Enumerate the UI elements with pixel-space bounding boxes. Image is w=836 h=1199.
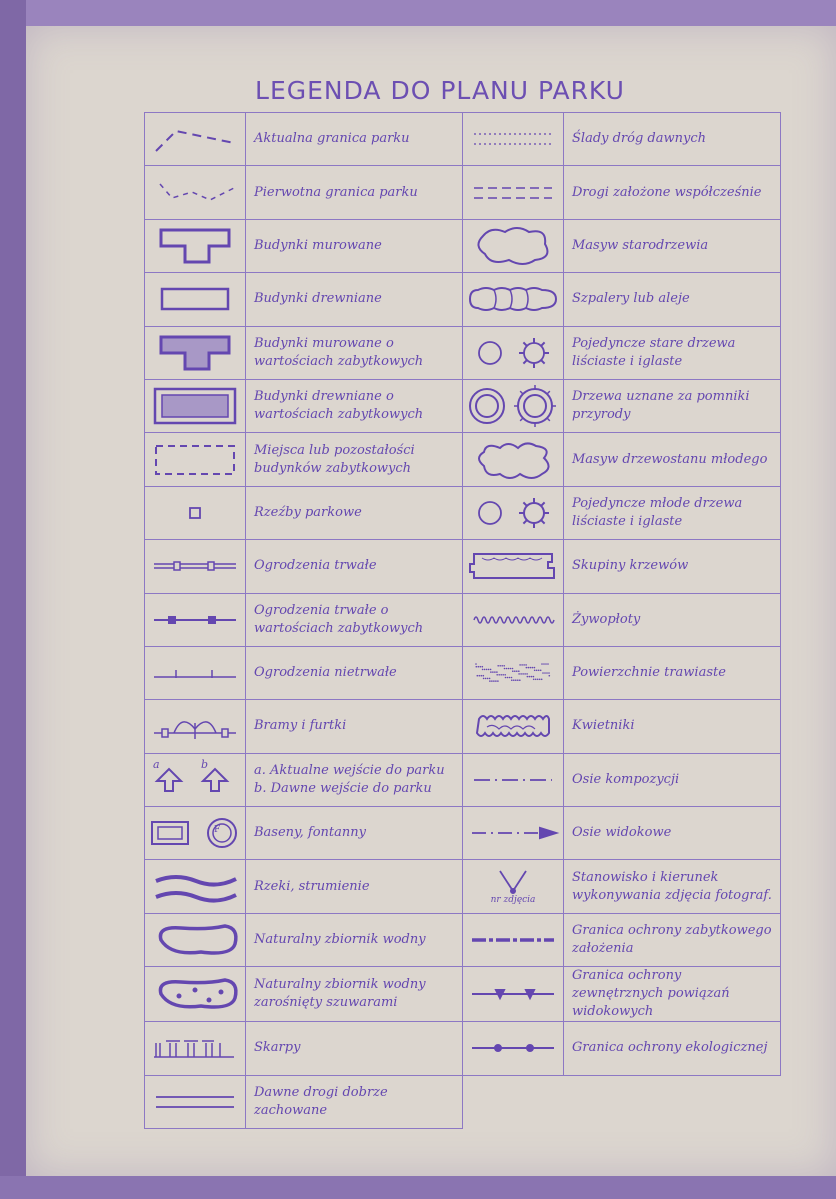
eco-protection-icon (463, 1022, 564, 1075)
legend-label-line: Dawne drogi dobrze zachowane (254, 1084, 388, 1118)
legend-label-text: Masyw drzewostanu młodego (572, 451, 768, 467)
legend-label (564, 700, 781, 753)
paper-edge-bottom (0, 1176, 836, 1199)
legend-label-text: Stanowisko i kierunek wykonywania zdjęcia fotograf. (572, 869, 772, 903)
legend-label (246, 166, 463, 219)
legend-label-line: Budynki drewniane (254, 291, 382, 307)
legend-label-line: Ogrodzenia trwałe (254, 558, 377, 574)
view-protection-icon (463, 967, 564, 1022)
legend-row (145, 433, 781, 486)
pond-icon (145, 913, 246, 966)
river-icon (145, 860, 246, 913)
entrance-arrows-icon (145, 753, 246, 806)
pool-fountain-icon (145, 807, 246, 860)
legend-label (246, 913, 463, 966)
legend-label-line: Budynki drewniane o wartościach zabytkowych (254, 389, 424, 423)
composition-axis-icon (463, 753, 564, 806)
legend-label (246, 1075, 463, 1128)
legend-row (145, 700, 781, 753)
legend-label-text: Skupiny krzewów (572, 558, 689, 574)
paper-edge-top (0, 0, 836, 26)
old-road-icon (145, 1075, 246, 1128)
permanent-fence-icon (145, 540, 246, 593)
legend-row (145, 166, 781, 219)
legend-row (145, 113, 781, 166)
legend-label-line: Miejsca lub pozostałości budynków zabytkowych (254, 442, 415, 476)
paper-edge-left (0, 0, 26, 1199)
legend-label-line: Aktualna granica parku (254, 131, 410, 147)
legend-label (564, 486, 781, 539)
legend-label-line: Rzeki, strumienie (254, 878, 370, 894)
hedge-icon (463, 593, 564, 646)
sculpture-icon (145, 486, 246, 539)
legend-label-line: Ogrodzenia trwałe o wartościach zabytkowych (254, 602, 424, 636)
legend-label (564, 807, 781, 860)
legend-label-line: Bramy i furtki (254, 718, 347, 734)
legend-row (145, 807, 781, 860)
legend-label (564, 913, 781, 966)
legend-label (564, 540, 781, 593)
legend-row (145, 486, 781, 539)
photo-point-icon (463, 860, 564, 913)
legend-label-text: Szpalery lub aleje (572, 291, 690, 307)
legend-label (564, 166, 781, 219)
legend-label (246, 433, 463, 486)
legend-label-line: Pierwotna granica parku (254, 184, 418, 200)
legend-label-text: Osie widokowe (572, 825, 672, 841)
gate-icon (145, 700, 246, 753)
legend-label (564, 219, 781, 272)
legend-label (246, 807, 463, 860)
old-single-trees-icon (463, 326, 564, 379)
legend-label-line: Naturalny zbiornik wodny (254, 932, 426, 948)
wooden-building-icon (145, 273, 246, 326)
legend-label (246, 700, 463, 753)
legend-row (145, 967, 781, 1022)
building-remains-icon (145, 433, 246, 486)
legend-label-text: Ślady dróg dawnych (572, 131, 706, 147)
legend-label (246, 273, 463, 326)
legend-label (564, 326, 781, 379)
view-axis-icon (463, 807, 564, 860)
legend-label (564, 646, 781, 699)
brick-building-icon (145, 219, 246, 272)
photo-number-caption: nr zdjęcia (490, 894, 536, 905)
legend-label (564, 753, 781, 806)
legend-row (145, 219, 781, 272)
legend-label-line: b. Dawne wejście do parku (254, 780, 432, 796)
legend-label-text: Pojedyncze stare drzewa liściaste i iglaste (572, 335, 736, 369)
legend-row (145, 646, 781, 699)
old-tree-mass-icon (463, 219, 564, 272)
original-boundary-icon (145, 166, 246, 219)
overgrown-pond-icon (145, 967, 246, 1022)
legend-row (145, 1022, 781, 1075)
legend-label (246, 967, 463, 1022)
road-traces-icon (463, 113, 564, 166)
escarpment-icon (145, 1022, 246, 1075)
nature-monument-icon (463, 379, 564, 432)
grass-icon (463, 646, 564, 699)
legend-label (564, 593, 781, 646)
legend-label (246, 646, 463, 699)
dashed-boundary-icon (145, 113, 246, 166)
legend-label-text: Granica ochrony ekologicznej (572, 1040, 768, 1056)
young-tree-mass-icon (463, 433, 564, 486)
legend-row (145, 326, 781, 379)
legend-label-text: Pojedyncze młode drzewa liściaste i iglaste (572, 495, 743, 529)
legend-label (564, 967, 781, 1022)
entrance-letter-a: a (153, 757, 160, 771)
legend-label (246, 753, 463, 806)
legend-row (145, 753, 781, 806)
legend-row (145, 593, 781, 646)
young-single-trees-icon (463, 486, 564, 539)
legend-label (246, 860, 463, 913)
legend-label (564, 860, 781, 913)
legend-label-text: Osie kompozycji (572, 771, 680, 787)
legend-label-line: Budynki murowane o wartościach zabytkowych (254, 335, 424, 369)
legend-label (246, 113, 463, 166)
legend-row (145, 860, 781, 913)
avenue-icon (463, 273, 564, 326)
legend-label-text: Granica ochrony zabytkowego założenia (572, 923, 772, 957)
legend-label (246, 486, 463, 539)
historic-fence-icon (145, 593, 246, 646)
temporary-fence-icon (145, 646, 246, 699)
modern-road-icon (463, 166, 564, 219)
legend-label (246, 540, 463, 593)
legend-row (145, 540, 781, 593)
legend-label (564, 433, 781, 486)
legend-label (246, 379, 463, 432)
legend-label (564, 1022, 781, 1075)
legend-row (145, 913, 781, 966)
legend-row (145, 1075, 781, 1128)
historic-brick-building-icon (145, 326, 246, 379)
legend-label-text: Drogi założone współcześnie (572, 184, 762, 200)
legend-title: LEGENDA DO PLANU PARKU (255, 76, 625, 105)
legend-label (246, 326, 463, 379)
legend-table (144, 112, 781, 1129)
historic-wooden-building-icon (145, 379, 246, 432)
heritage-protection-icon (463, 913, 564, 966)
legend-label-line: Budynki murowane (254, 237, 382, 253)
legend-label-line: Naturalny zbiornik wodny zarośnięty szuwarami (254, 977, 426, 1011)
legend-row (145, 379, 781, 432)
legend-label-text: Żywopłoty (572, 611, 641, 627)
legend-label-line: a. Aktualne wejście do parku (254, 762, 445, 778)
flowerbed-icon (463, 700, 564, 753)
legend-label (564, 379, 781, 432)
legend-label-text: Powierzchnie trawiaste (572, 665, 726, 681)
empty-cell (463, 1075, 781, 1128)
legend-label (564, 273, 781, 326)
legend-label-text: Drzewa uznane za pomniki przyrody (572, 389, 750, 423)
entrance-letter-b: b (201, 757, 209, 771)
legend-label-line: Baseny, fontanny (254, 825, 366, 841)
legend-label-line: Ogrodzenia nietrwałe (254, 665, 397, 681)
legend-label-line: Skarpy (254, 1040, 301, 1056)
legend-label (246, 1022, 463, 1075)
legend-label (246, 219, 463, 272)
legend-label-text: Granica ochrony zewnętrznych powiązań widokowych (572, 968, 730, 1020)
legend-row (145, 273, 781, 326)
legend-label (564, 113, 781, 166)
fountain-letter: F (214, 825, 221, 836)
legend-label-line: Rzeźby parkowe (254, 504, 362, 520)
legend-label-text: Masyw starodrzewia (572, 237, 709, 253)
legend-label-text: Kwietniki (572, 718, 635, 734)
legend-label (246, 593, 463, 646)
shrub-group-icon (463, 540, 564, 593)
